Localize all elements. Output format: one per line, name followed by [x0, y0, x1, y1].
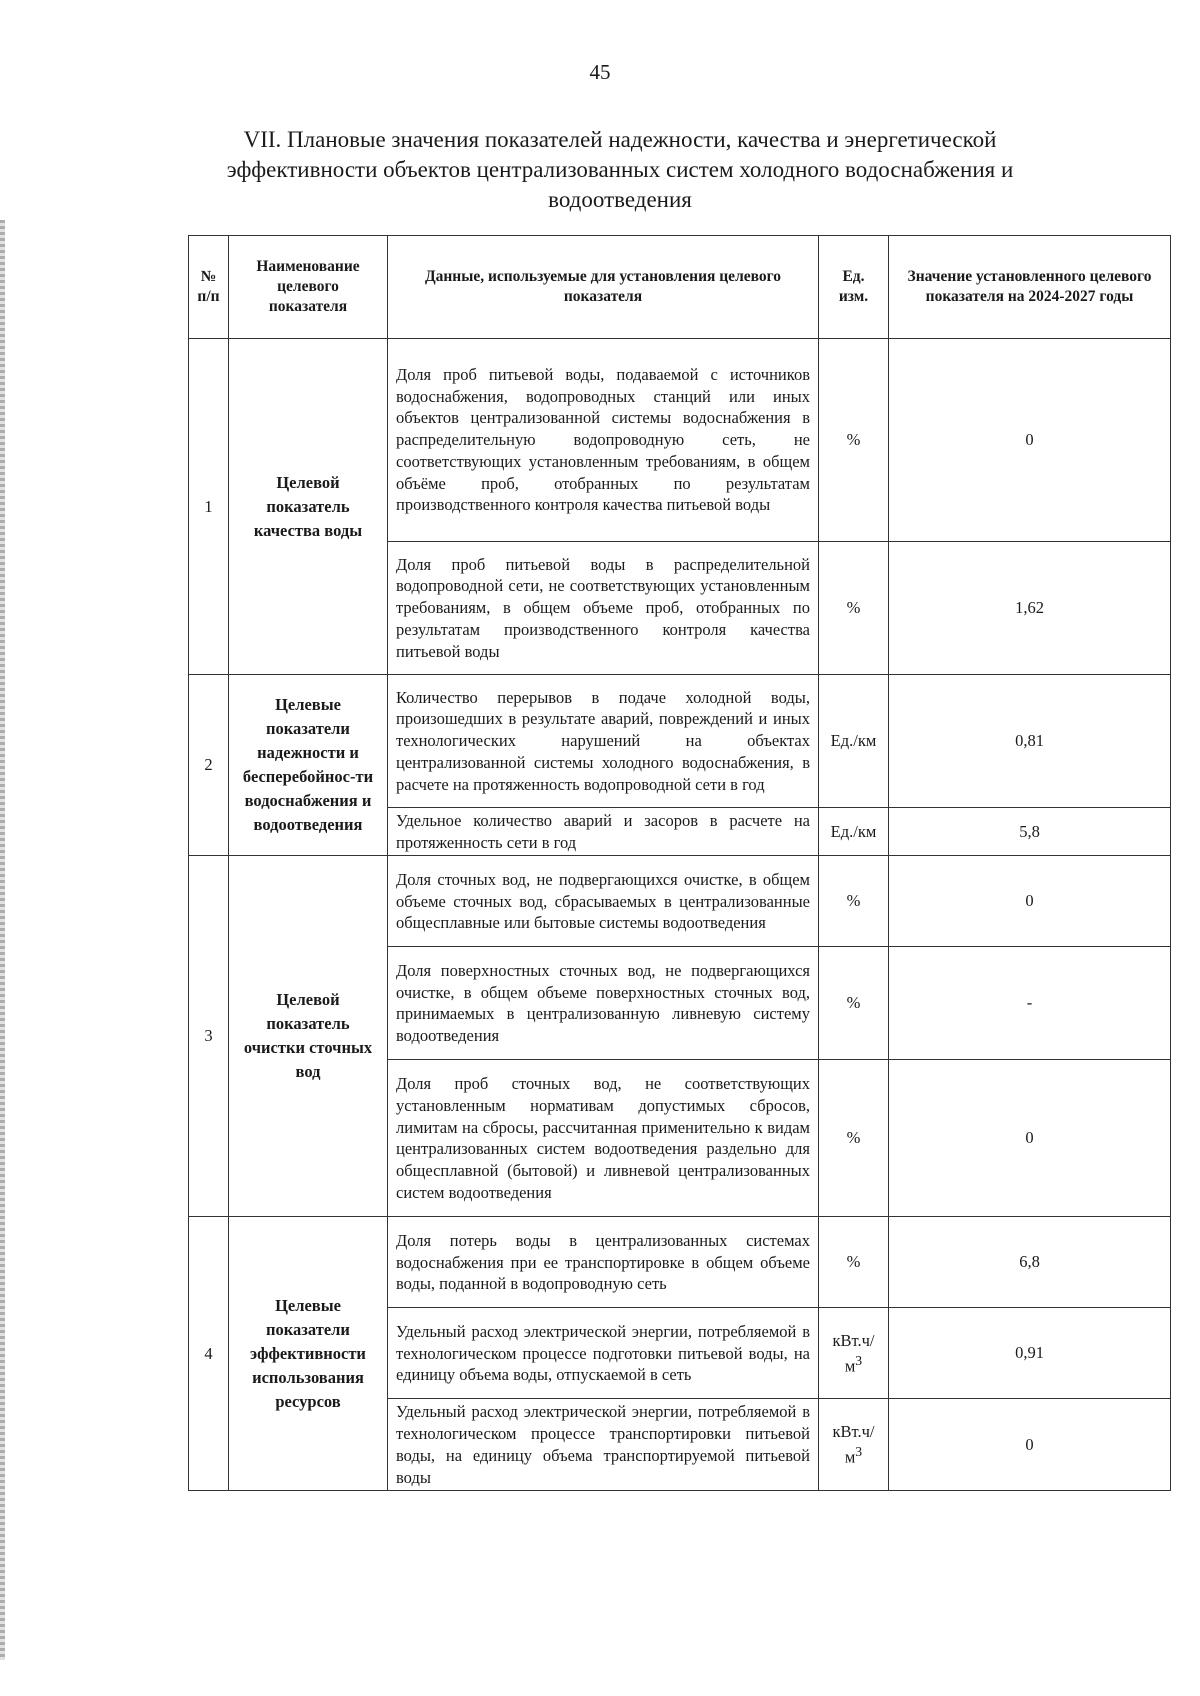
section-title: VII. Плановые значения показателей надежности, качества и энергетической эффективности объектов централизованных систем холодного водоснабжения и водоотведения — [226, 127, 1014, 212]
header-unit: Ед. изм. — [819, 236, 889, 339]
indicator-description: Доля проб питьевой воды, подаваемой с источников водоснабжения, водопроводных станций или иных объектов централизованной системы водоснабжения в распределительную водопроводную сеть, не соответствующих установленным требованиям, в общем объёме проб, отобранных по результатам производственного контроля качества питьевой воды — [388, 339, 819, 542]
target-value: 0 — [889, 856, 1171, 947]
indicator-name: Целевой показатель очистки сточных вод — [229, 856, 388, 1217]
header-name: Наименование целевого показателя — [229, 236, 388, 339]
indicator-name: Целевой показатель качества воды — [229, 339, 388, 675]
indicators-table — [188, 235, 1171, 1491]
table-row — [189, 339, 1171, 542]
indicator-description: Доля поверхностных сточных вод, не подвергающихся очистке, в общем объеме поверхностных сточных вод, принимаемых в централизованную ливневую систему водоотведения — [388, 947, 819, 1060]
target-value: 0 — [889, 339, 1171, 542]
unit: % — [819, 947, 889, 1060]
row-number: 1 — [189, 339, 229, 675]
target-value: - — [889, 947, 1171, 1060]
unit: Ед./км — [819, 808, 889, 856]
target-value: 0,91 — [889, 1308, 1171, 1399]
table-row — [189, 675, 1171, 808]
table-header-row — [189, 236, 1171, 339]
table-row — [189, 1217, 1171, 1308]
indicator-description: Удельное количество аварий и засоров в расчете на протяженность сети в год — [388, 808, 819, 856]
unit: % — [819, 339, 889, 542]
unit: % — [819, 856, 889, 947]
unit: % — [819, 542, 889, 675]
scan-edge-artifact — [0, 220, 5, 1660]
indicator-description: Доля проб сточных вод, не соответствующих установленным нормативам допустимых сбросов, лимитам на сбросы, рассчитанная применительно к видам централизованных систем водоотведения раздельно для общесплавной (бытовой) и ливневой централизованных систем водоотведения — [388, 1060, 819, 1217]
indicator-description: Доля потерь воды в централизованных системах водоснабжения при ее транспортировке в общем объеме воды, поданной в водопроводную сеть — [388, 1217, 819, 1308]
unit: % — [819, 1217, 889, 1308]
indicator-name: Целевые показатели надежности и бесперебойнос-ти водоснабжения и водоотведения — [229, 675, 388, 856]
indicator-description: Удельный расход электрической энергии, потребляемой в технологическом процессе транспортировки питьевой воды, на единицу объема транспортируемой питьевой воды — [388, 1399, 819, 1491]
table-row — [189, 856, 1171, 947]
unit — [819, 1399, 889, 1491]
row-number: 2 — [189, 675, 229, 856]
target-value: 6,8 — [889, 1217, 1171, 1308]
unit-superscript: 3 — [855, 1444, 863, 1460]
page-number: 45 — [589, 60, 611, 84]
header-data: Данные, используемые для установления целевого показателя — [388, 236, 819, 339]
target-value: 0,81 — [889, 675, 1171, 808]
unit-text: кВт.ч/ м — [832, 1422, 875, 1467]
indicator-description: Количество перерывов в подаче холодной воды, произошедших в результате аварий, повреждений и иных технологических нарушений на объектах централизованной системы холодного водоснабжения, в расчете на протяженность водопроводной сети в год — [388, 675, 819, 808]
target-value: 0 — [889, 1060, 1171, 1217]
indicator-description: Доля проб питьевой воды в распределительной водопроводной сети, не соответствующих установленным требованиям, в общем объеме проб, отобранных по результатам производственного контроля качества питьевой воды — [388, 542, 819, 675]
row-number: 3 — [189, 856, 229, 1217]
unit-text: кВт.ч/ м — [832, 1330, 875, 1376]
unit: % — [819, 1060, 889, 1217]
header-num: № п/п — [189, 236, 229, 339]
unit: Ед./км — [819, 675, 889, 808]
indicator-description: Удельный расход электрической энергии, потребляемой в технологическом процессе подготовки питьевой воды, на единицу объема воды, отпускаемой в сеть — [388, 1308, 819, 1399]
target-value: 1,62 — [889, 542, 1171, 675]
row-number: 4 — [189, 1217, 229, 1491]
header-value: Значение установленного целевого показателя на 2024-2027 годы — [889, 236, 1171, 339]
unit-superscript: 3 — [855, 1352, 863, 1368]
indicator-description: Доля сточных вод, не подвергающихся очистке, в общем объеме сточных вод, сбрасываемых в централизованные общесплавные или бытовые системы водоотведения — [388, 856, 819, 947]
unit — [819, 1308, 889, 1399]
target-value: 0 — [889, 1399, 1171, 1491]
target-value: 5,8 — [889, 808, 1171, 856]
indicator-name: Целевые показатели эффективности использования ресурсов — [229, 1217, 388, 1491]
